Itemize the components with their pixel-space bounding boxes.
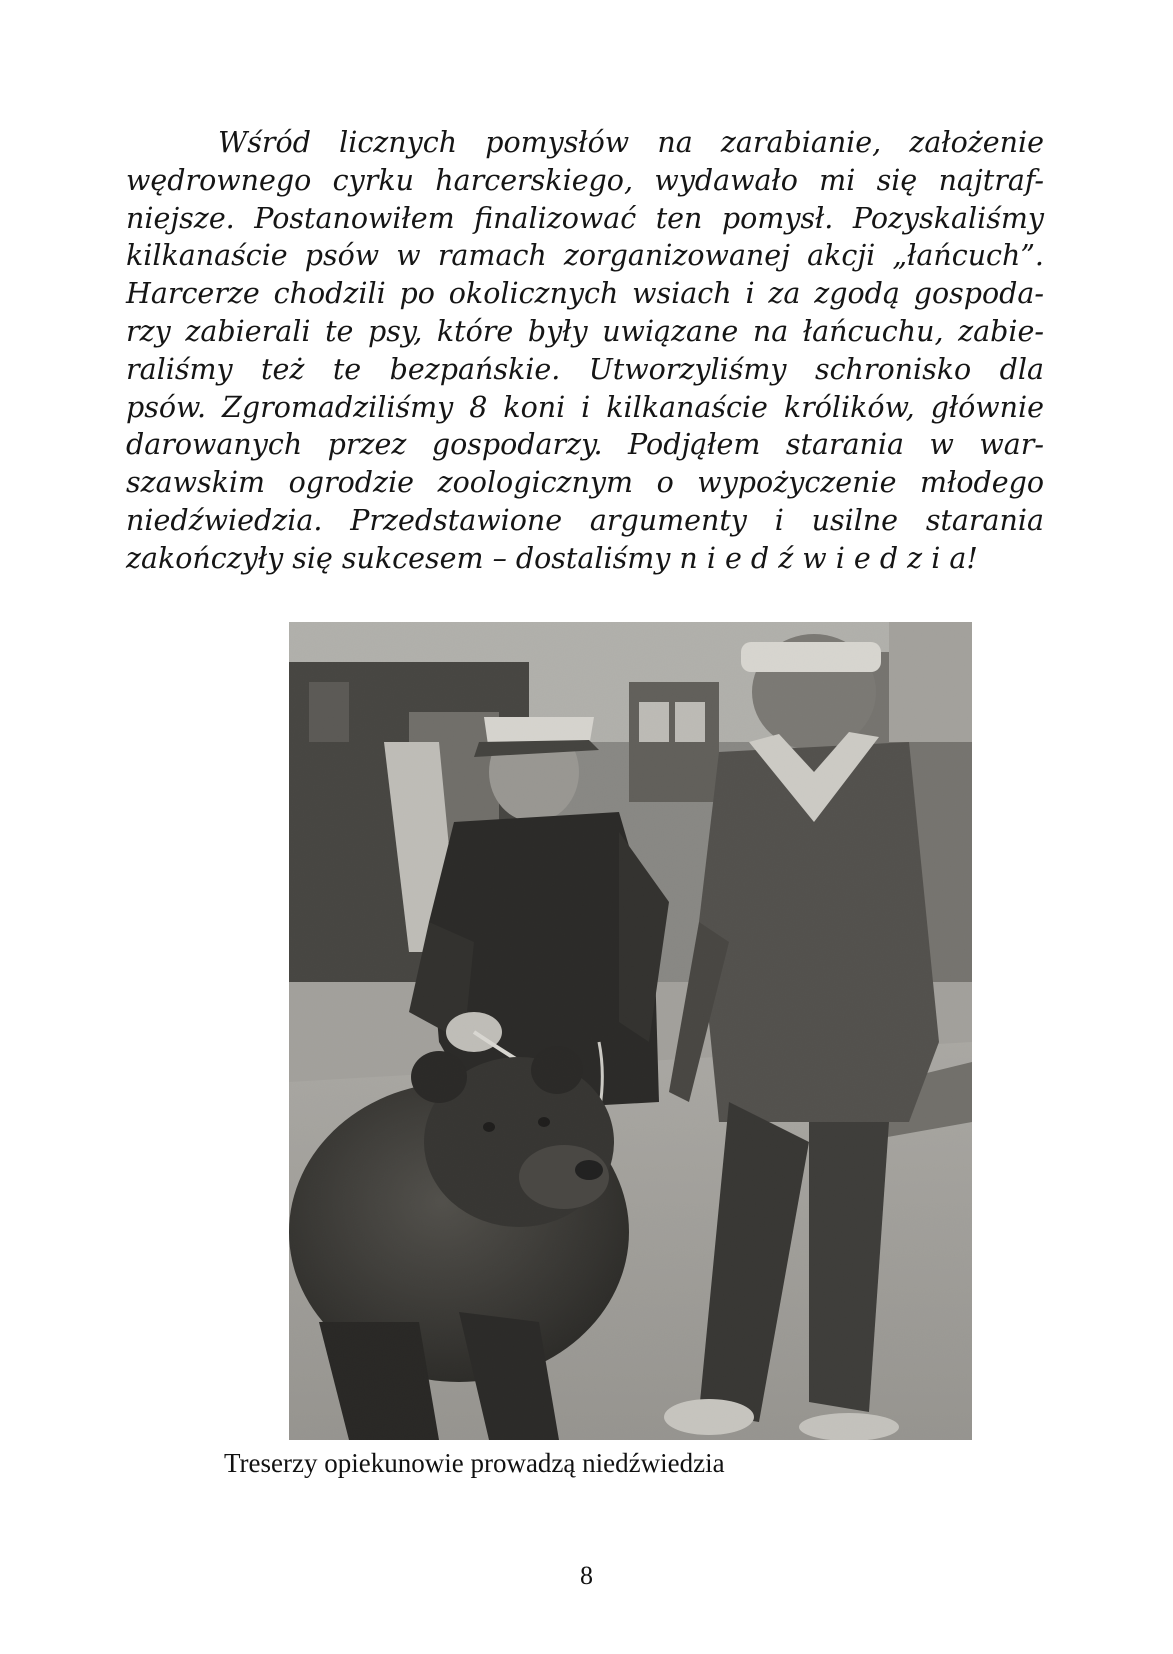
paragraph-line: kilkanaście psów w ramach zorganizowanej akcji „łańcuch”. <box>126 239 1044 273</box>
paragraph-line: psów. Zgromadziliśmy 8 koni i kilkanaście królików, głównie <box>126 390 1044 424</box>
paragraph-line: darowanych przez gospodarzy. Podjąłem starania w war- <box>126 428 1044 462</box>
archival-photo <box>289 622 972 1440</box>
paragraph-line: Wśród licznych pomysłów na zarabianie, założenie <box>218 126 1044 159</box>
photo-caption: Treserzy opiekunowie prowadzą niedźwiedzia <box>224 1448 725 1478</box>
paragraph-line: rzy zabierali te psy, które były uwiązane na łańcuchu, zabie- <box>126 314 1044 348</box>
paragraph-line: szawskim ogrodzie zoologicznym o wypożyczenie młodego <box>126 466 1044 500</box>
photo-illustration <box>289 622 972 1440</box>
paragraph-line: niejsze. Postanowiłem finalizować ten pomysł. Pozyskaliśmy <box>126 201 1044 235</box>
paragraph-line: niedźwiedzia. Przedstawione argumenty i usilne starania <box>126 503 1044 537</box>
page-number: 8 <box>580 1561 593 1590</box>
paragraph-line: Harcerze chodzili po okolicznych wsiach i za zgodą gospoda- <box>126 277 1044 311</box>
paragraph-line: zakończyły się sukcesem – dostaliśmy n i e d ź w i e d z i a! <box>126 541 978 575</box>
paragraph-line: wędrownego cyrku harcerskiego, wydawało mi się najtraf- <box>126 163 1044 197</box>
paragraph-line: raliśmy też te bezpańskie. Utworzyliśmy schronisko dla <box>126 352 1044 386</box>
body-paragraph <box>126 124 1044 578</box>
